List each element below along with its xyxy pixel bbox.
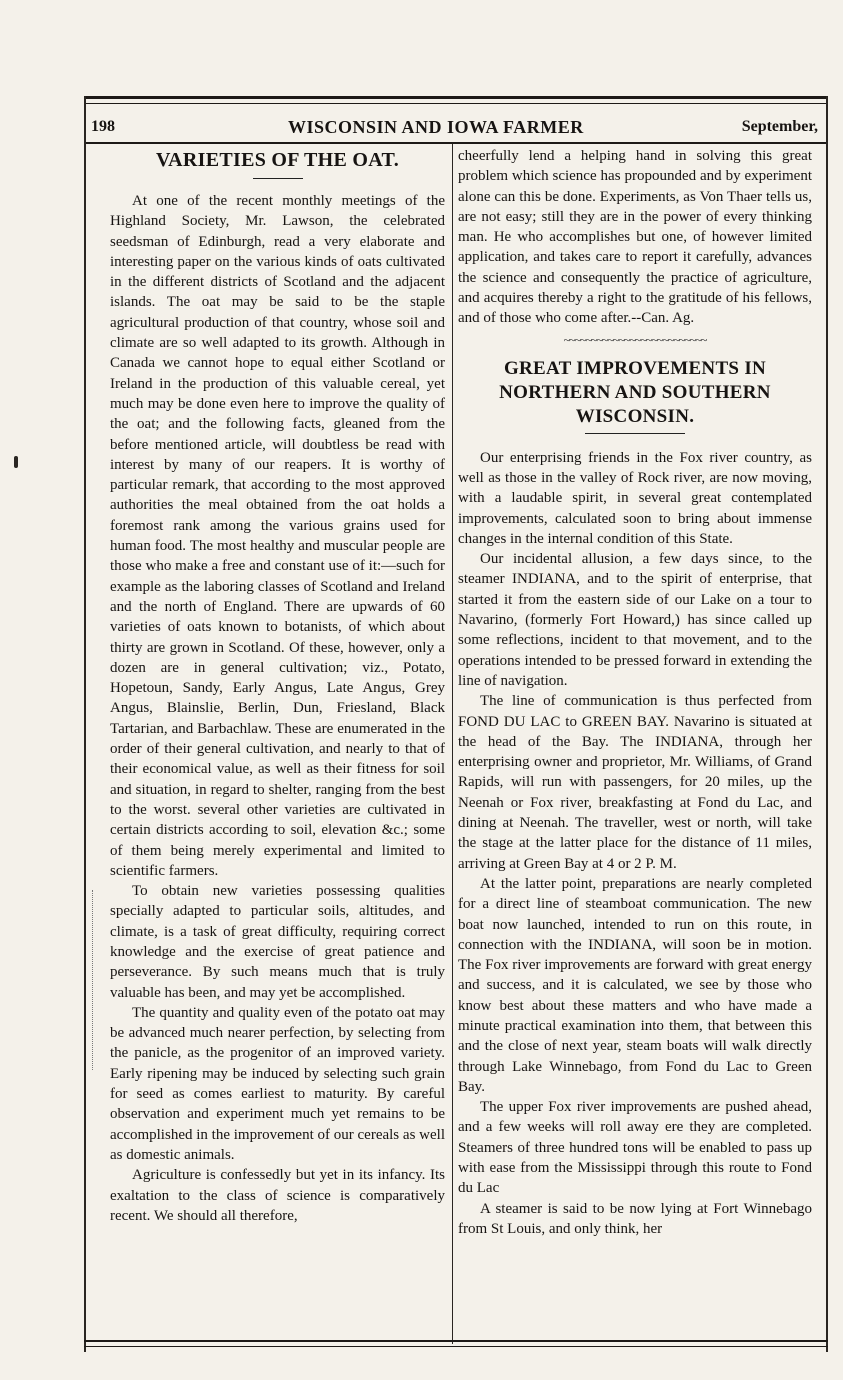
left-column: [110, 146, 445, 1341]
right-column: [458, 146, 812, 1341]
article-paragraph: The quantity and quality even of the potato oat may be advanced much nearer perfection, by selecting from the panicle, as the progenitor of an improved variety. Early ripening may be induced by selecting such grain for seed as comes earliest to maturity. By careful observation and experiment much yet remains to be accomplished in the improvement of our cereals as well as domestic animals.: [110, 1004, 445, 1163]
page-number: 198: [91, 118, 115, 135]
ornamental-divider: ~~~~~~~~~~~~~~~~~~~~~~~~~~: [563, 332, 707, 347]
article-paragraph: Our incidental allusion, a few days since, to the steamer INDIANA, and to the spirit of enterprise, that started it from the eastern side of our Lake on a tour to Navarino, (formerly Fort Howard,) has since called up some reflections, incident to that movement, and to the operations intended to be pressed forward in extending the line of navigation.: [458, 551, 812, 689]
article-continuation: cheerfully lend a helping hand in solving this great problem which science has propounded and by experiment alone can this be done. Experiments, as Von Thaer tells us, are not easy; still they are in the power of every thinking man. He who accomplishes but one, of however limited application, and takes care to report it carefully, advances the science and consequently the practice of agriculture, and acquires thereby a right to the gratitude of his fellows, and of those who come after.--Can. Ag.: [458, 148, 812, 327]
article-title-wisconsin: GREAT IMPROVEMENTS IN NORTHERN AND SOUTHERN WISCONSIN.: [499, 357, 771, 427]
article-paragraph: The line of communication is thus perfected from FOND DU LAC to GREEN BAY. Navarino is situated at the head of the Bay. The INDIANA, through her enterprising owner and proprietor, Mr. Williams, of Grand Rapids, will run with passengers, for 20 miles, up the Neenah or Fox river, breakfasting at Fond du Lac, and dining at Neenah. The traveller, west or north, will take the stage at the latter place for the distance of 11 miles, arriving at Green Bay at 4 or 2 P. M.: [458, 693, 812, 872]
bottom-border-rule-thin: [84, 1346, 828, 1347]
bottom-border-rule: [84, 1340, 828, 1342]
margin-mark: [14, 456, 18, 468]
article-title-oat: VARIETIES OF THE OAT.: [155, 149, 400, 171]
article-paragraph: At one of the recent monthly meetings of the Highland Society, Mr. Lawson, the celebrated seedsman of Edinburgh, read a very elaborate and interesting paper on the various kinds of oats cultivated in the different districts of Scotland and the adjacent islands. The oat may be said to be the staple agricultural production of that country, whose soil and climate are so well adapted to its growth. Although in Canada we cannot hope to equal either Scotland or Ireland in the production of this valuable cereal, yet much may be done even here to improve the quality of the oat; and the following facts, gleaned from the before mentioned article, will doubtless be read with interest by many of our reapers. It is worthy of particular remark, that according to the most approved authorities the meal obtained from the oat holds a foremost rank among the various grains used for human food. The most healthy and muscular people are those who make a free and constant use of it:—such for example as the laboring classes of Scotland and Ireland and the north of England. There are upwards of 60 varieties of oats known to botanists, of which about thirty are grown in Scotland. Of these, however, only a dozen are in general cultivation; viz., Potato, Hopetoun, Sandy, Early Angus, Late Angus, Grey Angus, Blainslie, Berlin, Dun, Friesland, Black Tartarian, and Barbachlaw. These are enumerated in the order of their general cultivation, and nearly to that of their economical value, as well as their fitness for soil and situation, in regard to shelter, ranging from the best to the worst. several other varieties are cultivated in certain districts according to soil, elevation &c.; some of them being merely experimental and limited to scientific farmers.: [110, 193, 445, 879]
issue-month: September,: [741, 118, 818, 135]
header-rule: [86, 142, 826, 144]
article-paragraph: To obtain new varieties possessing qualities specially adapted to particular soils, altitudes, and climate, is a task of great difficulty, requiring correct knowledge and the exercise of great patience and perseverance. By such means much that is truly valuable has been, and may yet be accomplished.: [110, 883, 445, 1001]
margin-dotted-line: [92, 890, 95, 1070]
masthead-title: WISCONSIN AND IOWA FARMER: [288, 117, 584, 137]
article-paragraph: At the latter point, preparations are nearly completed for a direct line of steamboat communication. The new boat now launched, intended to run on this route, in connection with the INDIANA, will soon be in motion. The Fox river improvements are forward with great energy and success, and it is calculated, we see by those who know best about these matters and who have made a minute practical examination into them, that between this and the close of next year, steam boats will walk directly through Lake Winnebago, from Fond du Lac to Green Bay.: [458, 875, 812, 1095]
article-paragraph: A steamer is said to be now lying at Fort Winnebago from St Louis, and only think, her: [458, 1200, 812, 1237]
article-paragraph: The upper Fox river improvements are pushed ahead, and a few weeks will roll away ere they are completed. Steamers of three hundred tons will be enabled to pass up with ease from the Mississippi through this route to Fond du Lac: [458, 1099, 812, 1197]
article-paragraph: Our enterprising friends in the Fox river country, as well as those in the valley of Rock river, are now moving, with a laudable spirit, in several great contemplated improvements, calculated soon to bring about immense changes in the internal condition of this State.: [458, 449, 812, 547]
title-rule: [253, 178, 303, 179]
title-rule: [585, 433, 685, 434]
column-divider: [452, 144, 453, 1344]
page-header: [88, 114, 822, 142]
article-paragraph: Agriculture is confessedly but yet in its infancy. Its exaltation to the class of science is comparatively recent. We should all therefore,: [110, 1167, 445, 1224]
